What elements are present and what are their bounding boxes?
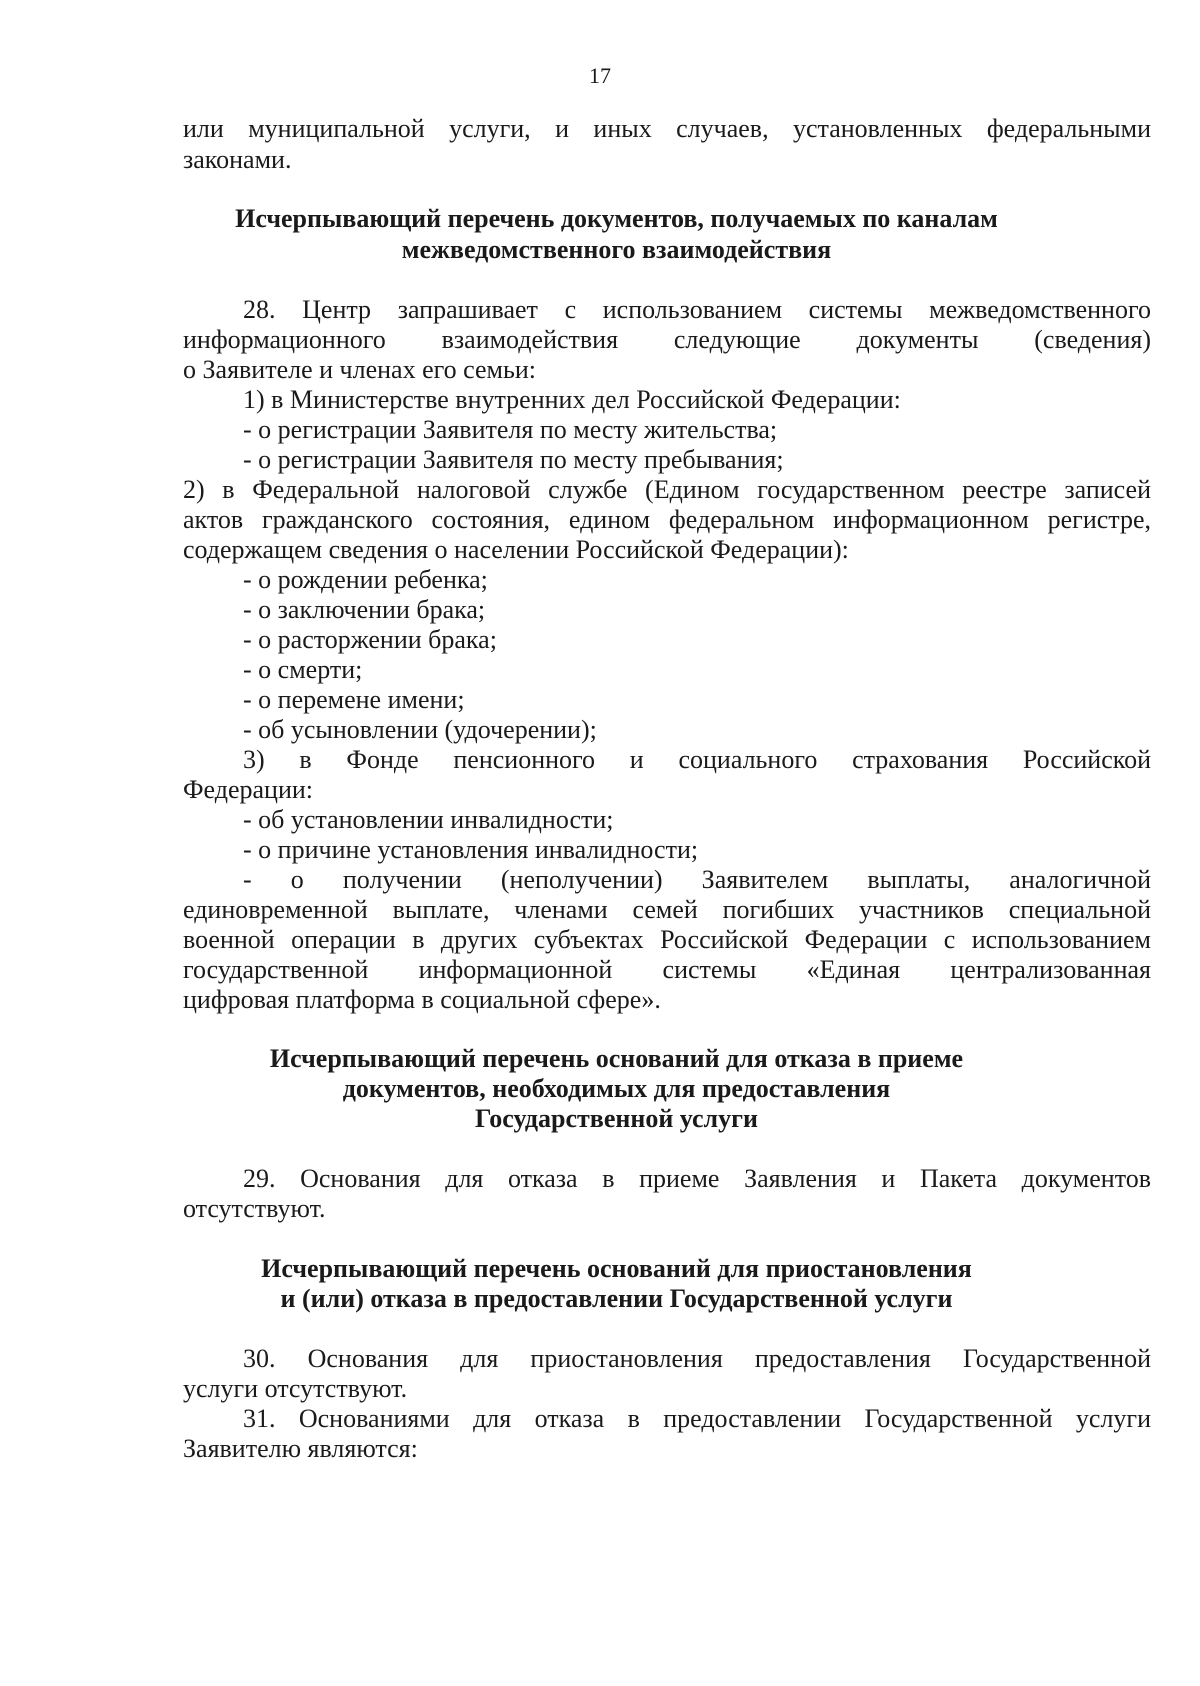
list-bullet: - о смерти; (243, 655, 363, 684)
text-line: или муниципальной услуги, и иных случаев, установленных федеральными (183, 114, 1151, 143)
list-item-3-line: Федерации: (183, 775, 314, 804)
list-bullet: - о заключении брака; (243, 595, 486, 624)
list-item-1: 1) в Министерстве внутренних дел Российской Федерации: (243, 385, 901, 414)
paragraph-29-line: отсутствуют. (183, 1194, 326, 1223)
list-bullet-line: - о получении (неполучении) Заявителем выплаты, аналогичной (243, 865, 1151, 894)
paragraph-28-line: информационного взаимодействия следующие документы (сведения) (183, 325, 1151, 354)
list-bullet-line: цифровая платформа в социальной сфере». (183, 985, 661, 1014)
list-bullet: - о расторжении брака; (243, 625, 497, 654)
text-line: законами. (183, 145, 292, 174)
paragraph-28-line: о Заявителе и членах его семьи: (183, 355, 536, 384)
list-bullet: - об установлении инвалидности; (243, 805, 614, 834)
list-item-3-line: 3) в Фонде пенсионного и социального страхования Российской (243, 745, 1151, 774)
section-heading: Государственной услуги (475, 1104, 758, 1133)
section-heading: Исчерпывающий перечень оснований для приостановления (261, 1254, 972, 1283)
page-number: 17 (589, 63, 611, 88)
list-bullet: - о рождении ребенка; (243, 565, 488, 594)
section-heading: Исчерпывающий перечень документов, получаемых по каналам (235, 204, 998, 233)
paragraph-29-line: 29. Основания для отказа в приеме Заявления и Пакета документов (243, 1164, 1151, 1193)
paragraph-30-line: услуги отсутствуют. (183, 1374, 408, 1403)
list-bullet: - о регистрации Заявителя по месту пребывания; (243, 445, 784, 474)
list-bullet: - о причине установления инвалидности; (243, 835, 699, 864)
paragraph-30-line: 30. Основания для приостановления предоставления Государственной (243, 1344, 1151, 1373)
section-heading: документов, необходимых для предоставления (342, 1074, 891, 1103)
section-heading: Исчерпывающий перечень оснований для отказа в приеме (269, 1044, 964, 1073)
list-item-2-line: содержащем сведения о населении Российской Федерации): (183, 535, 849, 564)
paragraph-28-line: 28. Центр запрашивает с использованием системы межведомственного (243, 295, 1151, 324)
paragraph-31-line: Заявителю являются: (183, 1434, 418, 1463)
list-bullet: - о перемене имени; (243, 685, 465, 714)
list-bullet: - об усыновлении (удочерении); (243, 715, 597, 744)
section-heading: и (или) отказа в предоставлении Государственной услуги (280, 1284, 953, 1313)
list-bullet: - о регистрации Заявителя по месту жительства; (243, 415, 778, 444)
list-item-2-line: актов гражданского состояния, едином федеральном информационном регистре, (183, 505, 1151, 534)
list-item-2-line: 2) в Федеральной налоговой службе (Едином государственном реестре записей (183, 475, 1151, 504)
list-bullet-line: государственной информационной системы «Единая централизованная (183, 955, 1151, 984)
list-bullet-line: военной операции в других субъектах Российской Федерации с использованием (183, 925, 1151, 954)
section-heading: межведомственного взаимодействия (401, 235, 832, 264)
paragraph-31-line: 31. Основаниями для отказа в предоставлении Государственной услуги (243, 1404, 1151, 1433)
list-bullet-line: единовременной выплате, членами семей погибших участников специальной (183, 895, 1151, 924)
